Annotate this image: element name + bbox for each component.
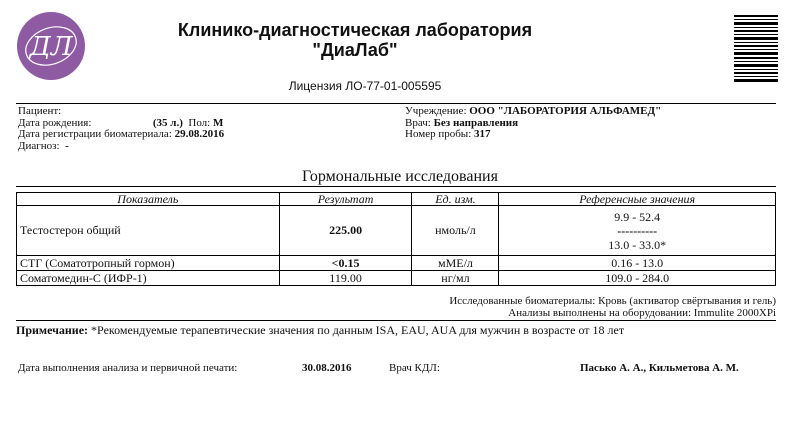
header-indicator: Показатель [17, 193, 280, 206]
patient-label: Пациент: [18, 105, 62, 117]
institution-info [405, 106, 661, 141]
sex-label: Пол: [188, 116, 211, 129]
table-row [17, 206, 776, 256]
date-label: Дата выполнения анализа и первичной печати: [18, 362, 238, 374]
header-divider [16, 103, 776, 104]
sample-label: Номер пробы: [405, 128, 472, 140]
row-reference: 0.16 - 13.0 [499, 256, 776, 271]
doctor-value: Без направления [433, 116, 519, 129]
ref-line-3: 13.0 - 33.0* [608, 237, 667, 252]
row-result: 225.00 [279, 206, 412, 256]
sex-value: М [212, 116, 224, 129]
header-result: Результат [279, 193, 412, 206]
diagnosis-value: - [65, 139, 69, 152]
lab-name-line2: "ДиаЛаб" [312, 40, 398, 60]
age-value: (35 л.) [152, 116, 183, 129]
redacted-patient-name [64, 108, 204, 114]
license-text: Лицензия ЛО-77-01-005595 [288, 79, 442, 93]
logo-text: ДЛ [29, 32, 73, 62]
row-reference [499, 206, 776, 256]
row-name: Соматомедин-С (ИФР-1) [17, 271, 280, 286]
reg-value: 29.08.2016 [174, 128, 225, 140]
row-reference: 109.0 - 284.0 [499, 271, 776, 286]
row-unit: мМЕ/л [412, 256, 499, 271]
header-reference: Референсные значения [499, 193, 776, 206]
results-table [16, 192, 776, 286]
reg-label: Дата регистрации биоматериала: [18, 128, 172, 140]
table-header-row [17, 193, 776, 206]
section-title: Гормональные исследования [302, 168, 498, 185]
note [16, 323, 624, 338]
doctor-label: Врач: [405, 116, 431, 129]
section-divider [16, 186, 776, 187]
equipment-text: Анализы выполнены на оборудовании: Immulite 2000XPi [508, 307, 776, 319]
note-text: *Рекомендуемые терапевтические значения по данным ISA, EAU, AUA для мужчин в возрасте от 18 лет [91, 323, 625, 337]
row-unit: нг/мл [412, 271, 499, 286]
doctor-kdl-value: Пасько А. А., Кильметова А. М. [580, 362, 739, 374]
ref-line-1: 9.9 - 52.4 [614, 209, 661, 224]
barcode-icon [734, 15, 778, 83]
inst-value: ООО "ЛАБОРАТОРИЯ АЛЬФАМЕД" [469, 105, 662, 117]
lab-title [130, 20, 580, 60]
lab-logo [16, 11, 86, 81]
row-unit: нмоль/л [412, 206, 499, 256]
row-name: Тестостерон общий [17, 206, 280, 256]
date-value: 30.08.2016 [302, 362, 352, 374]
row-result: 119.00 [279, 271, 412, 286]
diagnosis-label: Диагноз: [18, 139, 60, 152]
row-name: СТГ (Соматотропный гормон) [17, 256, 280, 271]
footer-divider [16, 320, 776, 321]
analysis-info [449, 295, 776, 319]
note-label: Примечание: [16, 323, 89, 337]
inst-label: Учреждение: [405, 105, 467, 117]
row-result: <0.15 [279, 256, 412, 271]
biomaterial-text: Исследованные биоматериалы: Кровь (активатор свёртывания и гель) [449, 295, 776, 307]
header-unit: Ед. изм. [412, 193, 499, 206]
patient-info [18, 106, 224, 152]
table-row [17, 256, 776, 271]
table-row [17, 271, 776, 286]
birth-label: Дата рождения: [18, 116, 92, 129]
ref-line-2: ---------- [617, 223, 658, 238]
lab-name-line1: Клинико-диагностическая лаборатория [177, 20, 533, 40]
doctor-kdl-label: Врач КДЛ: [389, 362, 440, 374]
sample-value: 317 [474, 128, 491, 140]
redacted-birth-date [94, 120, 150, 126]
